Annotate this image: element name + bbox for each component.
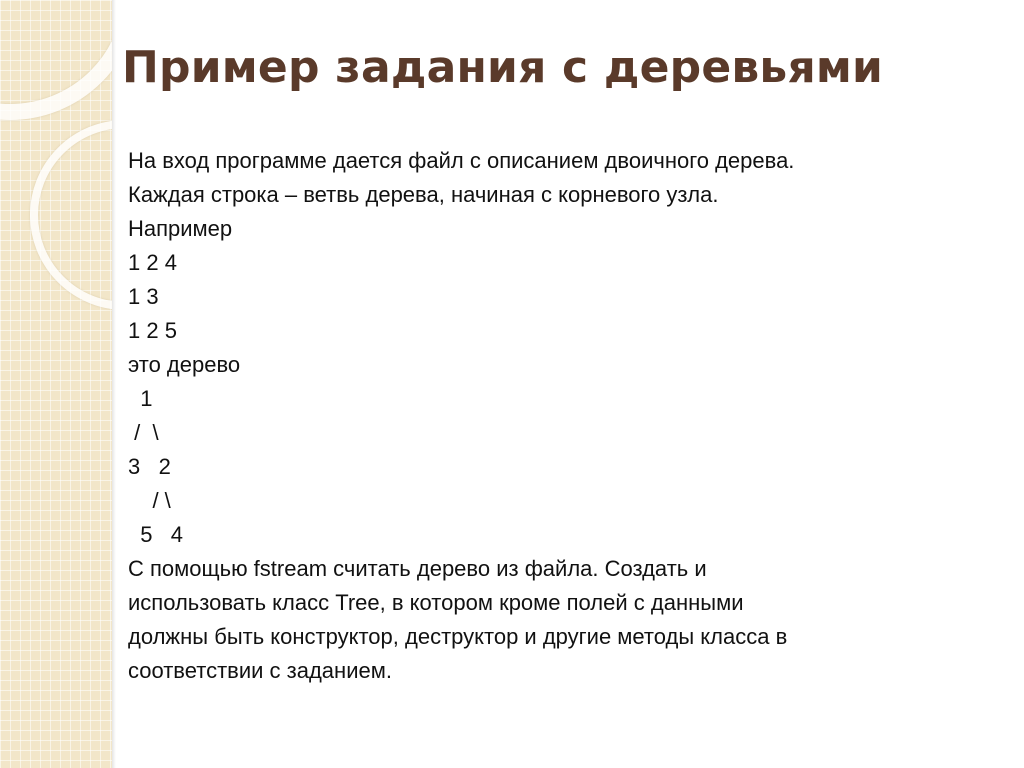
decorative-ring bbox=[0, 0, 112, 120]
example-line: 1 2 5 bbox=[128, 318, 177, 343]
task-line: использовать класс Tree, в котором кроме полей с данными bbox=[128, 590, 744, 615]
example-line: 1 3 bbox=[128, 284, 159, 309]
decorative-sidebar bbox=[0, 0, 112, 768]
text-line: Каждая строка – ветвь дерева, начиная с корневого узла. bbox=[128, 182, 719, 207]
tree-diagram-line: / \ bbox=[128, 488, 171, 513]
tree-diagram-line: 5 4 bbox=[128, 522, 184, 547]
tree-diagram-line: 1 bbox=[128, 386, 153, 411]
slide-title: Пример задания с деревьями bbox=[122, 42, 884, 93]
example-line: 1 2 4 bbox=[128, 250, 177, 275]
slide-body bbox=[128, 144, 1008, 688]
decorative-ring bbox=[30, 120, 112, 310]
text-line: это дерево bbox=[128, 352, 241, 377]
task-line: С помощью fstream считать дерево из файла. Создать и bbox=[128, 556, 707, 581]
task-line: должны быть конструктор, деструктор и другие методы класса в bbox=[128, 624, 788, 649]
text-line: Например bbox=[128, 216, 233, 241]
tree-diagram-line: 3 2 bbox=[128, 454, 171, 479]
tree-diagram-line: / \ bbox=[128, 420, 159, 445]
text-line: На вход программе дается файл с описанием двоичного дерева. bbox=[128, 148, 795, 173]
task-line: соответствии с заданием. bbox=[128, 658, 392, 683]
sidebar-shadow bbox=[112, 0, 116, 768]
